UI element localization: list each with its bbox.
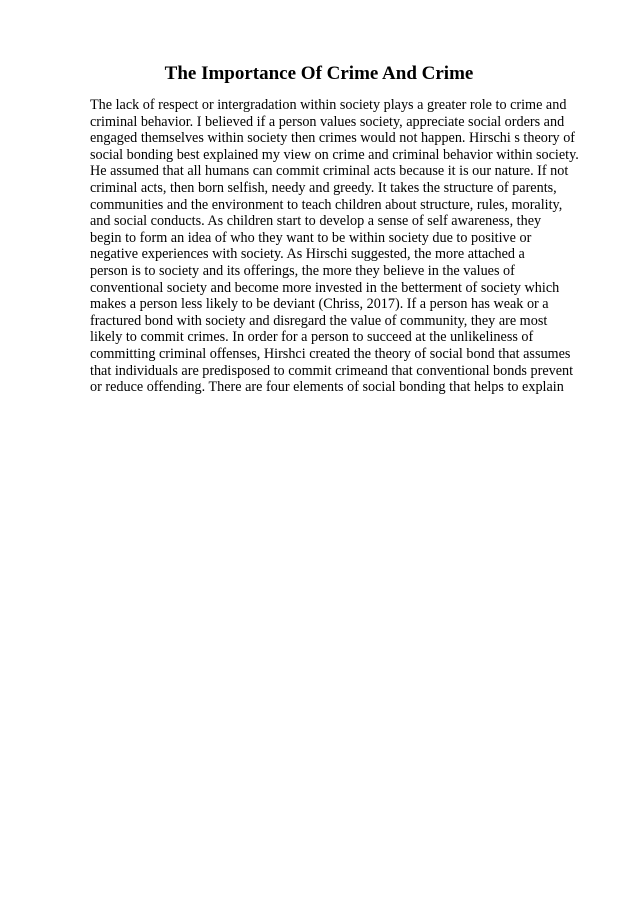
body-line: person is to society and its offerings, the more they believe in the values of (90, 262, 515, 279)
body-line: communities and the environment to teach children about structure, rules, morality, (90, 196, 563, 213)
body-line: or reduce offending. There are four elements of social bonding that helps to explain (90, 379, 564, 396)
document-title: The Importance Of Crime And Crime (164, 63, 474, 84)
body-line: The lack of respect or intergradation within society plays a greater role to crime and (90, 97, 567, 113)
body-line: social bonding best explained my view on crime and criminal behavior within society. (90, 146, 579, 163)
body-line: committing criminal offenses, Hirshci created the theory of social bond that assumes (90, 345, 571, 362)
body-line: criminal behavior. I believed if a person values society, appreciate social orders and (90, 113, 565, 130)
body-line: begin to form an idea of who they want to be within society due to positive or (90, 229, 532, 246)
body-line: that individuals are predisposed to commit crimeand that conventional bonds prevent (90, 362, 574, 379)
body-line: criminal acts, then born selfish, needy and greedy. It takes the structure of parents, (90, 179, 557, 196)
body-line: conventional society and become more invested in the betterment of society which (90, 279, 560, 296)
body-line: fractured bond with society and disregard the value of community, they are most (90, 312, 548, 329)
body-line: likely to commit crimes. In order for a person to succeed at the unlikeliness of (90, 329, 534, 346)
body-line: engaged themselves within society then crimes would not happen. Hirschi s theory of (90, 130, 576, 147)
body-line: makes a person less likely to be deviant (Chriss, 2017). If a person has weak or a (90, 296, 549, 313)
document-body (90, 97, 610, 396)
body-line: and social conducts. As children start to develop a sense of self awareness, they (90, 213, 542, 230)
body-line: He assumed that all humans can commit criminal acts because it is our nature. If not (90, 163, 569, 180)
body-line: negative experiences with society. As Hirschi suggested, the more attached a (90, 246, 525, 263)
